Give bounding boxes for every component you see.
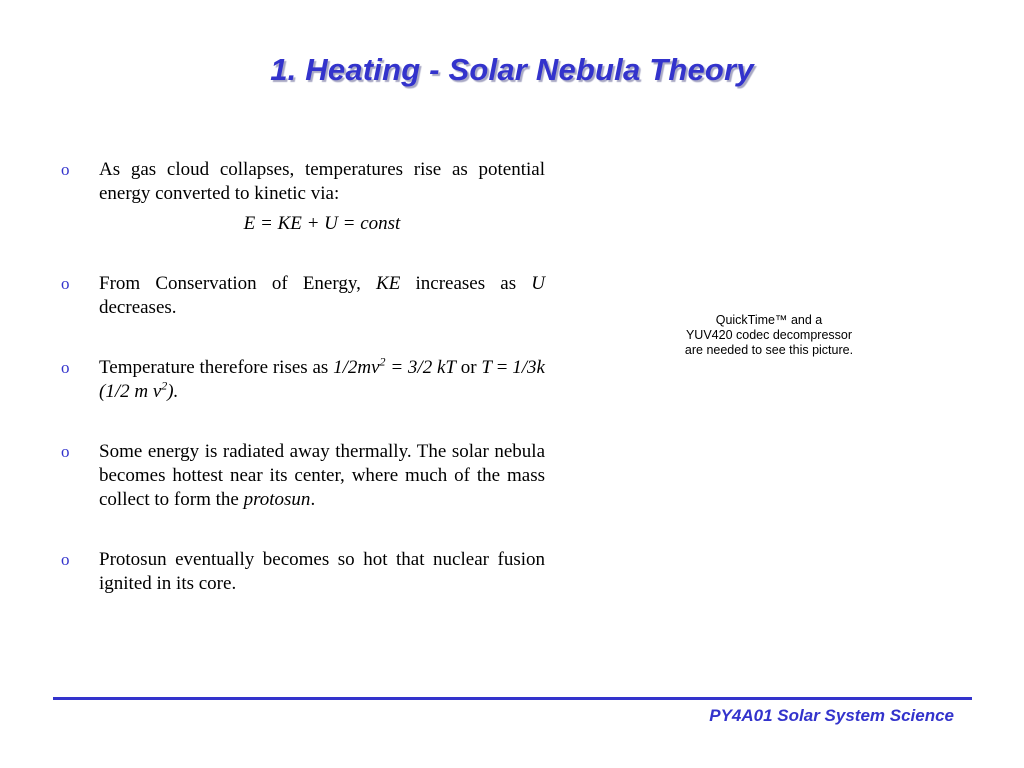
bullet-item: [57, 158, 545, 236]
placeholder-line: are needed to see this picture.: [684, 343, 854, 357]
bullet-3-pre: Temperature therefore rises as: [99, 357, 334, 378]
bullet-5-text: Protosun eventually becomes so hot that nuclear fusion ignited in its core.: [99, 549, 545, 594]
footer-course-name: PY4A01 Solar System Science: [709, 706, 954, 725]
bullet-2-pre: From Conservation of Energy,: [99, 273, 377, 294]
protosun-term: protosun: [243, 489, 311, 510]
expr-part: 1/2mv: [333, 357, 380, 378]
energy-equation: E = KE + U = const: [243, 213, 401, 234]
bullet-text: [99, 272, 545, 320]
bullet-marker-icon: o: [61, 160, 70, 179]
bullet-marker-icon: o: [61, 274, 70, 293]
temperature-symbol: T: [481, 357, 492, 378]
bullet-text: [99, 356, 545, 404]
bullet-item: [57, 356, 545, 404]
exponent: 2: [161, 378, 168, 393]
u-symbol: U: [531, 273, 545, 294]
expr-part: ).: [167, 381, 179, 402]
bullet-item: [57, 440, 545, 512]
exponent: 2: [379, 354, 386, 369]
bullet-marker-icon: o: [61, 442, 70, 461]
bullet-4-pre: Some energy is radiated away thermally. The solar nebula becomes hottest near its center, where much of the mass collect to form the: [99, 441, 545, 510]
placeholder-line: YUV420 codec decompressor: [685, 328, 853, 342]
bullet-item: [57, 272, 545, 320]
bullet-marker-icon: o: [61, 358, 70, 377]
footer-divider: [53, 697, 972, 700]
bullet-text: [99, 158, 545, 236]
bullet-marker-icon: o: [61, 550, 70, 569]
bullet-3-or: or: [456, 357, 482, 378]
kinetic-energy-expr: [333, 354, 456, 378]
slide-title: 1. Heating - Solar Nebula Theory: [270, 52, 754, 87]
bullet-1-text: As gas cloud collapses, temperatures rise as potential energy converted to kinetic via:: [99, 159, 545, 204]
bullet-4-post: .: [310, 489, 316, 510]
ke-symbol: KE: [376, 273, 401, 294]
bullet-text: [99, 548, 545, 596]
expr-part: = 3/2 kT: [385, 357, 456, 378]
expr-part: 1/3k (1/2 m v: [99, 357, 545, 402]
bullet-2-post: decreases.: [99, 297, 177, 318]
equals-sign: =: [491, 357, 513, 378]
bullet-list: [57, 158, 545, 632]
bullet-item: [57, 548, 545, 596]
quicktime-placeholder: [662, 313, 876, 358]
bullet-2-mid: increases as: [400, 273, 532, 294]
placeholder-line: QuickTime™ and a: [715, 313, 823, 327]
bullet-text: [99, 440, 545, 512]
